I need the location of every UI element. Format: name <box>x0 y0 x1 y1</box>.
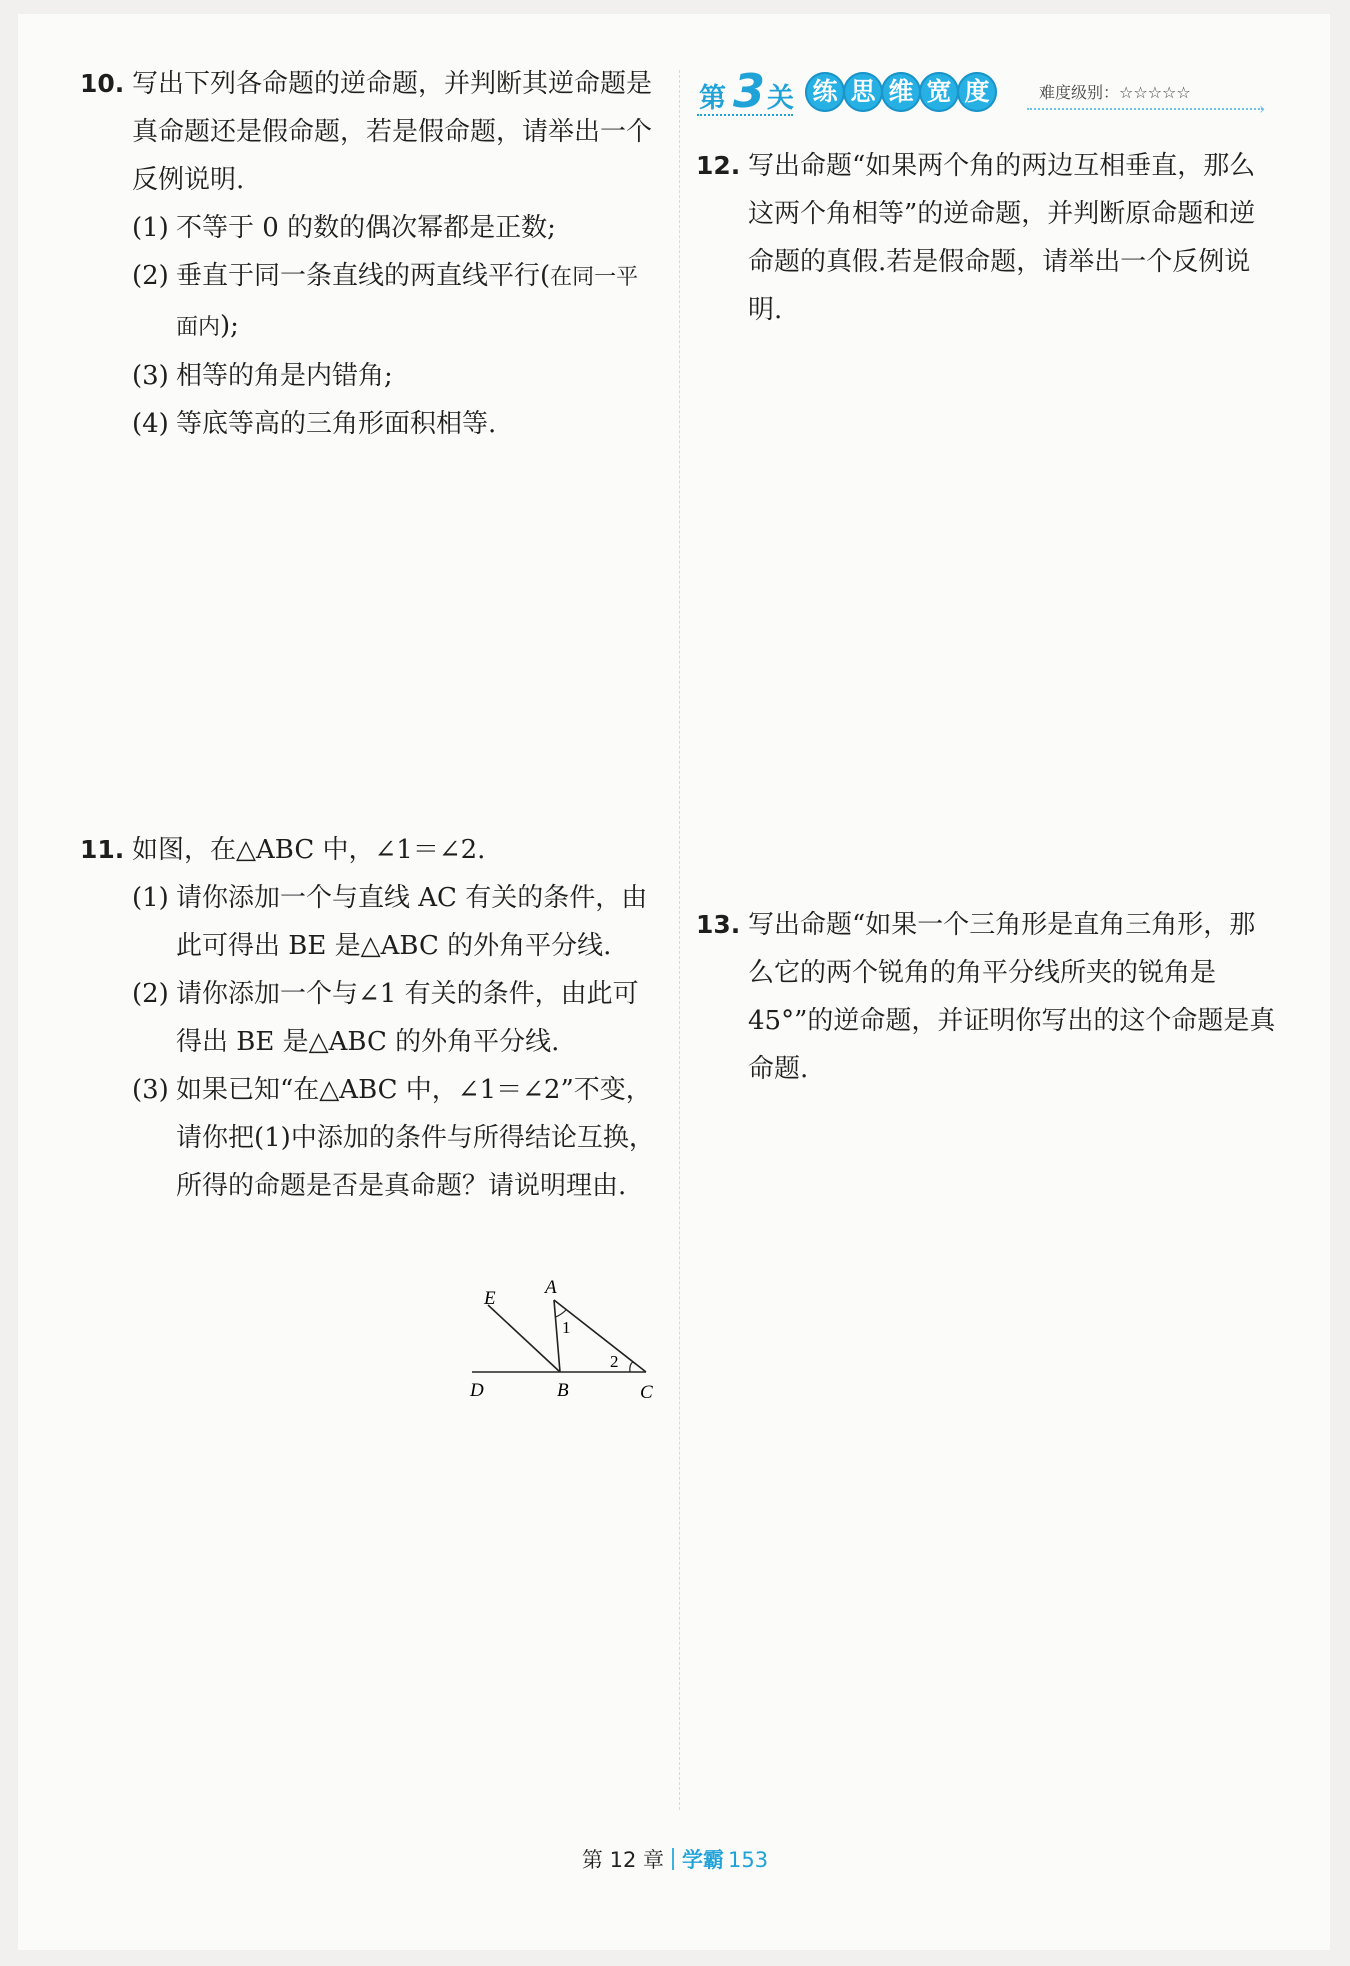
sub-label: (3) <box>132 361 169 391</box>
footer-separator <box>672 1848 674 1870</box>
chapter-label: 第 12 章 <box>581 1848 664 1872</box>
question-text: 如图，在△ABC 中，∠1＝∠2. <box>132 835 486 865</box>
difficulty-label: 难度级别： <box>1039 83 1120 102</box>
label-angle-1: 1 <box>562 1318 571 1337</box>
star-icon: ☆☆☆☆☆ <box>1119 83 1191 102</box>
ray-be <box>488 1305 560 1372</box>
sub-text: 请你添加一个与直线 AC 有关的条件，由此可得出 BE 是△ABC 的外角平分线. <box>176 883 648 961</box>
sub-text-main: 垂直于同一条直线的两直线平行( <box>176 261 551 291</box>
question-11 <box>80 826 660 1210</box>
angle-2-arc <box>630 1362 634 1373</box>
label-angle-2: 2 <box>610 1352 619 1371</box>
question-number: 12. <box>696 151 741 180</box>
label-e: E <box>484 1288 496 1309</box>
brand-label: 学霸 <box>681 1848 724 1872</box>
sub-text <box>176 252 660 352</box>
sub-text: 相等的角是内错角; <box>176 361 393 391</box>
level-underline <box>697 114 793 116</box>
sub-question <box>132 352 660 400</box>
sub-label: (2) <box>132 261 169 291</box>
title-bubble: 思 <box>843 72 883 112</box>
label-a: A <box>545 1277 557 1298</box>
triangle-figure <box>450 1260 680 1410</box>
sub-text: 不等于 0 的数的偶次幂都是正数; <box>176 213 556 243</box>
difficulty-dotted-line <box>1027 108 1263 110</box>
title-bubble: 宽 <box>919 72 959 112</box>
question-number: 13. <box>696 910 741 939</box>
level-number: 3 <box>733 64 766 118</box>
sub-text: 如果已知“在△ABC 中，∠1＝∠2”不变，请你把(1)中添加的条件与所得结论互换，所得的命题是否是真命题？请说明理由. <box>176 1075 655 1201</box>
sub-question <box>132 204 660 252</box>
sub-label: (1) <box>132 213 169 243</box>
title-bubble: 维 <box>881 72 921 112</box>
question-12 <box>696 142 1276 334</box>
label-d: D <box>470 1380 484 1401</box>
sub-question <box>132 874 660 970</box>
question-text: 写出命题“如果一个三角形是直角三角形，那么它的两个锐角的角平分线所夹的锐角是 45°”的逆命题，并证明你写出的这个命题是真命题. <box>748 910 1276 1084</box>
sub-text: 请你添加一个与∠1 有关的条件，由此可得出 BE 是△ABC 的外角平分线. <box>176 979 639 1057</box>
question-number: 11. <box>80 835 125 864</box>
difficulty-rating <box>1039 80 1191 103</box>
sub-text-note: 在同一平面内 <box>176 265 639 340</box>
level-prefix: 第 <box>699 83 726 114</box>
question-13 <box>696 901 1276 1093</box>
sub-question <box>132 252 660 352</box>
title-bubble: 度 <box>957 72 997 112</box>
label-c: C <box>640 1382 653 1403</box>
page-number: 153 <box>727 1848 769 1872</box>
segment-ba <box>554 1300 560 1372</box>
sub-question <box>132 400 660 448</box>
column-divider <box>679 70 680 1810</box>
question-number: 10. <box>80 69 125 98</box>
level-suffix: 关 <box>767 83 794 114</box>
sub-label: (3) <box>132 1075 169 1105</box>
arrow-right-icon: › <box>1259 99 1266 118</box>
sub-text: 等底等高的三角形面积相等. <box>176 409 497 439</box>
sub-label: (1) <box>132 883 169 913</box>
level-header <box>695 66 1275 122</box>
question-text: 写出命题“如果两个角的两边互相垂直，那么这两个角相等”的逆命题，并判断原命题和逆命题的真假.若是假命题，请举出一个反例说明. <box>748 151 1256 325</box>
sub-text-tail: ); <box>220 311 239 341</box>
level-title <box>805 72 995 112</box>
sub-question <box>132 970 660 1066</box>
sub-question <box>132 1066 660 1210</box>
sub-label: (2) <box>132 979 169 1009</box>
title-bubble: 练 <box>805 72 845 112</box>
angle-1-arc <box>556 1310 567 1318</box>
sub-label: (4) <box>132 409 169 439</box>
page-footer <box>0 1844 1350 1874</box>
label-b: B <box>557 1380 569 1401</box>
question-text: 写出下列各命题的逆命题，并判断其逆命题是真命题还是假命题，若是假命题，请举出一个反例说明. <box>132 69 653 195</box>
question-10 <box>80 60 660 448</box>
